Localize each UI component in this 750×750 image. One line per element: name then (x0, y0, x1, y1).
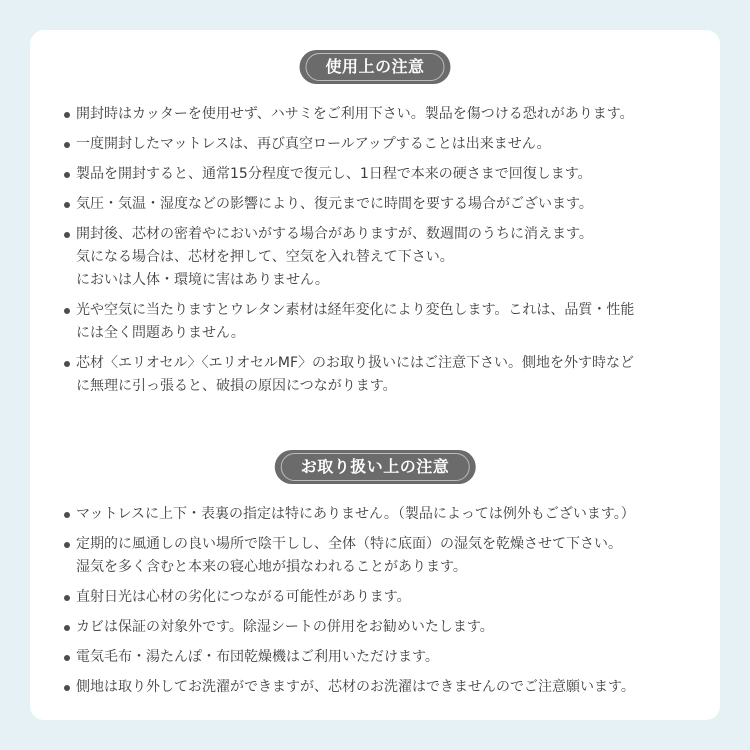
list-item: 芯材〈エリオセル〉〈エリオセルMF〉のお取り扱いにはご注意下さい。側地を外す時など に無理に引っ張ると、破損の原因につながります。 (62, 352, 702, 398)
list-item: 電気毛布・湯たんぽ・布団乾燥機はご利用いただけます。 (62, 646, 702, 669)
list-item: マットレスに上下・表裏の指定は特にありません。（製品によっては例外もございます。） (62, 503, 702, 526)
list-item: 製品を開封すると、通常15分程度で復元し、1日程で本来の硬さまで回復します。 (62, 163, 702, 186)
usage-precautions-list (62, 103, 702, 405)
list-item: カビは保証の対象外です。除湿シートの併用をお勧めいたします。 (62, 616, 702, 639)
notice-card (30, 30, 720, 720)
list-item: 光や空気に当たりますとウレタン素材は経年変化により変色します。これは、品質・性能 には全く問題ありません。 (62, 299, 702, 345)
list-item: 開封後、芯材の密着やにおいがする場合がありますが、数週間のうちに消えます。 気になる場合は、芯材を押して、空気を入れ替えて下さい。 においは人体・環境に害はありません。 (62, 223, 702, 292)
section-title-handling-precautions: お取り扱い上の注意 (275, 450, 476, 484)
handling-precautions-list (62, 503, 702, 706)
list-item: 開封時はカッターを使用せず、ハサミをご利用下さい。製品を傷つける恐れがあります。 (62, 103, 702, 126)
list-item: 一度開封したマットレスは、再び真空ロールアップすることは出来ません。 (62, 133, 702, 156)
list-item: 気圧・気温・湿度などの影響により、復元までに時間を要する場合がございます。 (62, 193, 702, 216)
section-title-usage-precautions: 使用上の注意 (299, 50, 450, 84)
list-item: 側地は取り外してお洗濯ができますが、芯材のお洗濯はできませんのでご注意願います。 (62, 676, 702, 699)
list-item: 定期的に風通しの良い場所で陰干しし、全体（特に底面）の湿気を乾燥させて下さい。 湿気を多く含むと本来の寝心地が損なわれることがあります。 (62, 533, 702, 579)
list-item: 直射日光は心材の劣化につながる可能性があります。 (62, 586, 702, 609)
